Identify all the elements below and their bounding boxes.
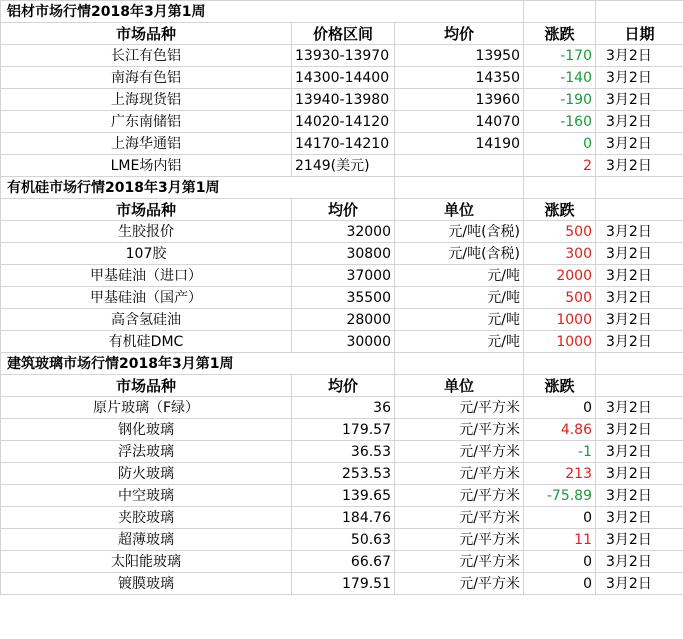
average-price[interactable]: 13960 (395, 89, 524, 111)
price-change[interactable]: -160 (524, 111, 596, 133)
unit[interactable]: 元/平方米 (395, 573, 524, 595)
unit[interactable]: 元/吨 (395, 265, 524, 287)
average-price[interactable]: 30800 (292, 243, 395, 265)
table-row (1, 199, 683, 221)
empty-cell[interactable] (524, 177, 596, 199)
unit[interactable]: 元/平方米 (395, 507, 524, 529)
product-name[interactable]: 夹胶玻璃 (1, 507, 292, 529)
product-name[interactable]: 107胶 (1, 243, 292, 265)
average-price[interactable]: 66.67 (292, 551, 395, 573)
empty-cell[interactable] (524, 353, 596, 375)
price-range[interactable]: 14020-14120 (292, 111, 395, 133)
unit[interactable]: 元/平方米 (395, 419, 524, 441)
table-row (1, 89, 683, 111)
table-row (1, 177, 683, 199)
product-name[interactable]: 中空玻璃 (1, 485, 292, 507)
average-price[interactable]: 184.76 (292, 507, 395, 529)
table-row (1, 331, 683, 353)
header-market-variety[interactable]: 市场品种 (1, 23, 292, 45)
date-cell[interactable]: 3月2日 (596, 419, 683, 441)
table-row (1, 45, 683, 67)
header-change[interactable]: 涨跌 (524, 23, 596, 45)
header-change[interactable]: 涨跌 (524, 199, 596, 221)
table-row (1, 1, 683, 23)
average-price[interactable]: 35500 (292, 287, 395, 309)
unit[interactable]: 元/吨(含税) (395, 243, 524, 265)
price-change[interactable]: 2000 (524, 265, 596, 287)
price-change[interactable]: 2 (524, 155, 596, 177)
date-cell[interactable]: 3月2日 (596, 309, 683, 331)
date-cell[interactable]: 3月2日 (596, 551, 683, 573)
date-cell[interactable]: 3月2日 (596, 155, 683, 177)
table-row (1, 573, 683, 595)
table-row (1, 111, 683, 133)
empty-cell[interactable] (395, 353, 524, 375)
product-name[interactable]: 生胶报价 (1, 221, 292, 243)
product-name[interactable]: 超薄玻璃 (1, 529, 292, 551)
price-change[interactable]: 4.86 (524, 419, 596, 441)
table-row (1, 419, 683, 441)
date-cell[interactable]: 3月2日 (596, 573, 683, 595)
date-cell[interactable]: 3月2日 (596, 397, 683, 419)
product-name[interactable]: 浮法玻璃 (1, 441, 292, 463)
price-change[interactable]: 0 (524, 551, 596, 573)
header-change[interactable]: 涨跌 (524, 375, 596, 397)
date-cell[interactable]: 3月2日 (596, 287, 683, 309)
product-name[interactable]: 镀膜玻璃 (1, 573, 292, 595)
unit[interactable]: 元/平方米 (395, 485, 524, 507)
price-range[interactable]: 14300-14400 (292, 67, 395, 89)
table-row (1, 441, 683, 463)
date-cell[interactable]: 3月2日 (596, 67, 683, 89)
price-change[interactable]: 500 (524, 287, 596, 309)
table-row (1, 287, 683, 309)
header-unit[interactable]: 单位 (395, 375, 524, 397)
price-change[interactable]: -170 (524, 45, 596, 67)
header-date[interactable]: 日期 (596, 23, 683, 45)
average-price[interactable]: 139.65 (292, 485, 395, 507)
product-name[interactable]: 上海华通铝 (1, 133, 292, 155)
price-change[interactable]: -190 (524, 89, 596, 111)
table-row (1, 67, 683, 89)
header-average-price[interactable]: 均价 (292, 375, 395, 397)
date-cell[interactable]: 3月2日 (596, 221, 683, 243)
average-price[interactable]: 14190 (395, 133, 524, 155)
price-change[interactable]: 0 (524, 397, 596, 419)
date-cell[interactable]: 3月2日 (596, 89, 683, 111)
table-row (1, 353, 683, 375)
empty-cell[interactable] (524, 1, 596, 23)
header-market-variety[interactable]: 市场品种 (1, 199, 292, 221)
unit[interactable]: 元/平方米 (395, 397, 524, 419)
empty-cell[interactable] (596, 375, 683, 397)
price-change[interactable]: 1000 (524, 331, 596, 353)
price-change[interactable]: 213 (524, 463, 596, 485)
product-name[interactable]: 长江有色铝 (1, 45, 292, 67)
product-name[interactable]: 南海有色铝 (1, 67, 292, 89)
product-name[interactable]: 钢化玻璃 (1, 419, 292, 441)
table-row (1, 155, 683, 177)
date-cell[interactable]: 3月2日 (596, 463, 683, 485)
unit[interactable]: 元/平方米 (395, 463, 524, 485)
price-range[interactable]: 13940-13980 (292, 89, 395, 111)
section-title-silicone[interactable]: 有机硅市场行情2018年3月第1周 (1, 177, 395, 199)
price-change[interactable]: -140 (524, 67, 596, 89)
product-name[interactable]: 原片玻璃（F绿） (1, 397, 292, 419)
average-price[interactable]: 253.53 (292, 463, 395, 485)
price-change[interactable]: -1 (524, 441, 596, 463)
unit[interactable]: 元/吨(含税) (395, 221, 524, 243)
product-name[interactable]: 防火玻璃 (1, 463, 292, 485)
date-cell[interactable]: 3月2日 (596, 265, 683, 287)
date-cell[interactable]: 3月2日 (596, 485, 683, 507)
average-price[interactable]: 30000 (292, 331, 395, 353)
date-cell[interactable]: 3月2日 (596, 45, 683, 67)
product-name[interactable]: LME场内铝 (1, 155, 292, 177)
price-change[interactable]: 0 (524, 573, 596, 595)
product-name[interactable]: 有机硅DMC (1, 331, 292, 353)
unit[interactable]: 元/平方米 (395, 551, 524, 573)
price-change[interactable]: 1000 (524, 309, 596, 331)
average-price[interactable]: 14070 (395, 111, 524, 133)
product-name[interactable]: 广东南储铝 (1, 111, 292, 133)
table-row (1, 529, 683, 551)
table-row (1, 551, 683, 573)
price-change[interactable]: 300 (524, 243, 596, 265)
date-cell[interactable]: 3月2日 (596, 111, 683, 133)
empty-cell[interactable] (596, 177, 683, 199)
date-cell[interactable]: 3月2日 (596, 507, 683, 529)
table-row (1, 397, 683, 419)
unit[interactable]: 元/平方米 (395, 441, 524, 463)
header-average-price[interactable]: 均价 (292, 199, 395, 221)
date-cell[interactable]: 3月2日 (596, 331, 683, 353)
date-cell[interactable]: 3月2日 (596, 529, 683, 551)
table-row (1, 375, 683, 397)
product-name[interactable]: 太阳能玻璃 (1, 551, 292, 573)
product-name[interactable]: 甲基硅油（进口） (1, 265, 292, 287)
empty-cell[interactable] (596, 353, 683, 375)
empty-cell[interactable] (596, 1, 683, 23)
header-unit[interactable]: 单位 (395, 199, 524, 221)
average-price[interactable]: 50.63 (292, 529, 395, 551)
price-change[interactable]: 11 (524, 529, 596, 551)
header-market-variety[interactable]: 市场品种 (1, 375, 292, 397)
empty-cell[interactable] (596, 199, 683, 221)
table-row (1, 485, 683, 507)
average-price[interactable]: 179.51 (292, 573, 395, 595)
price-range[interactable]: 14170-14210 (292, 133, 395, 155)
unit[interactable]: 元/吨 (395, 287, 524, 309)
price-change[interactable]: 0 (524, 133, 596, 155)
average-price[interactable]: 179.57 (292, 419, 395, 441)
section-title-aluminum[interactable]: 铝材市场行情2018年3月第1周 (1, 1, 524, 23)
unit[interactable]: 元/吨 (395, 331, 524, 353)
average-price[interactable]: 36 (292, 397, 395, 419)
average-price[interactable]: 36.53 (292, 441, 395, 463)
average-price[interactable]: 13950 (395, 45, 524, 67)
average-price[interactable] (395, 155, 524, 177)
header-average-price[interactable]: 均价 (395, 23, 524, 45)
table-row (1, 265, 683, 287)
date-cell[interactable]: 3月2日 (596, 243, 683, 265)
header-price-range[interactable]: 价格区间 (292, 23, 395, 45)
date-cell[interactable]: 3月2日 (596, 441, 683, 463)
price-change[interactable]: -75.89 (524, 485, 596, 507)
price-range[interactable]: 13930-13970 (292, 45, 395, 67)
empty-cell[interactable] (395, 177, 524, 199)
product-name[interactable]: 高含氢硅油 (1, 309, 292, 331)
table-row (1, 23, 683, 45)
average-price[interactable]: 14350 (395, 67, 524, 89)
product-name[interactable]: 上海现货铝 (1, 89, 292, 111)
average-price[interactable]: 37000 (292, 265, 395, 287)
average-price[interactable]: 28000 (292, 309, 395, 331)
date-cell[interactable]: 3月2日 (596, 133, 683, 155)
table-row (1, 507, 683, 529)
table-row (1, 221, 683, 243)
price-change[interactable]: 500 (524, 221, 596, 243)
table-row (1, 133, 683, 155)
table-row (1, 309, 683, 331)
product-name[interactable]: 甲基硅油（国产） (1, 287, 292, 309)
section-title-glass[interactable]: 建筑玻璃市场行情2018年3月第1周 (1, 353, 395, 375)
price-range[interactable]: 2149(美元) (292, 155, 395, 177)
price-change[interactable]: 0 (524, 507, 596, 529)
table-row (1, 243, 683, 265)
table-row (1, 463, 683, 485)
unit[interactable]: 元/平方米 (395, 529, 524, 551)
unit[interactable]: 元/吨 (395, 309, 524, 331)
average-price[interactable]: 32000 (292, 221, 395, 243)
